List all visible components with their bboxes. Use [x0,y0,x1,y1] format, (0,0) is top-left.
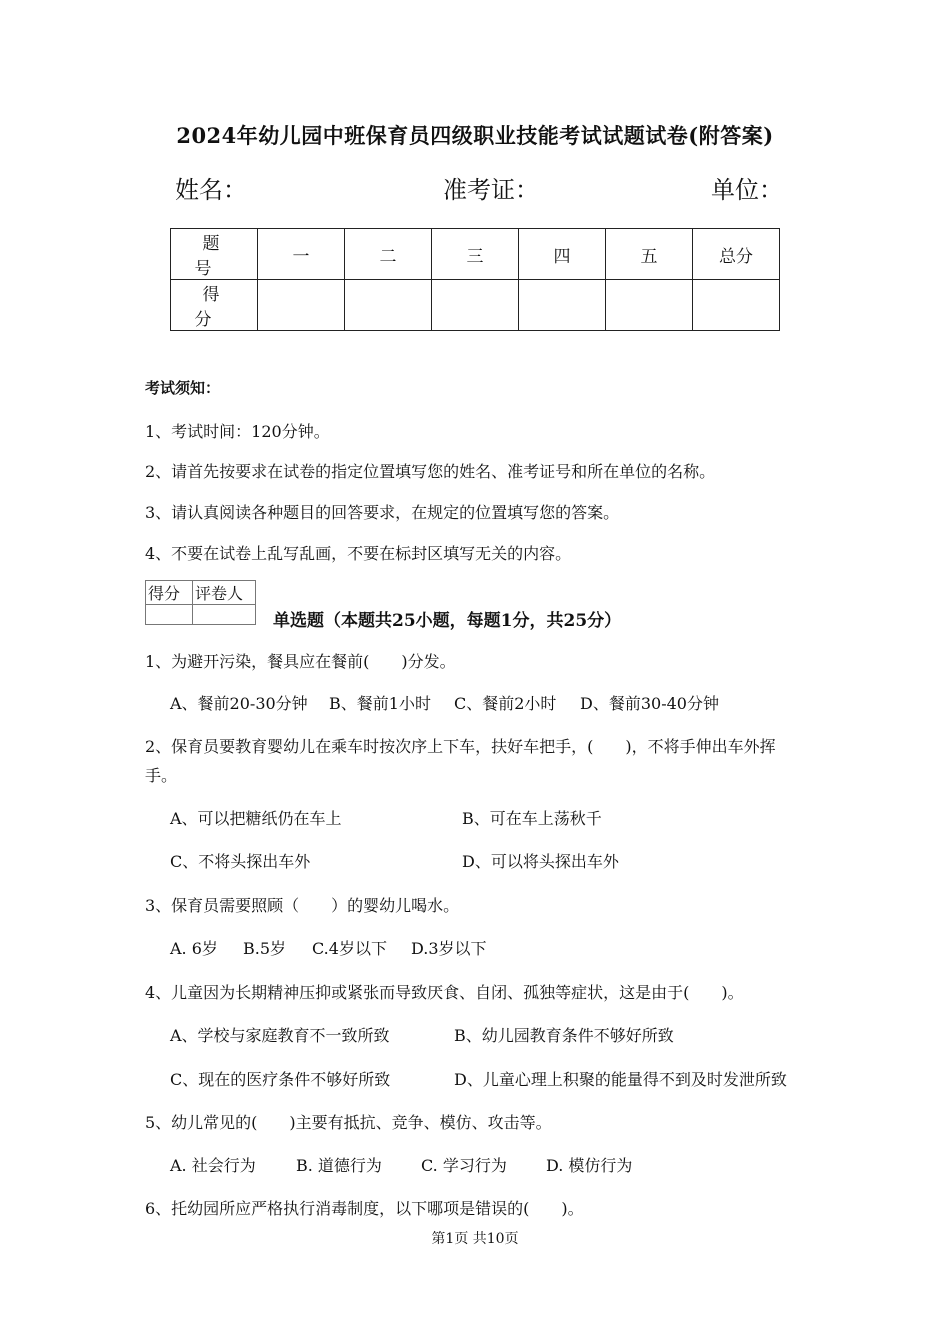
option: C、不将头探出车外 [170,852,311,871]
exam-id-field-label: 准考证： [443,176,539,204]
score-cell [258,280,345,331]
option: A、学校与家庭教育不一致所致 [170,1026,390,1045]
grader-name-cell [193,605,256,625]
section-title: 单选题（本题共25小题，每题1分，共25分） [273,611,622,631]
option: B、餐前1小时 [329,694,431,713]
option: D、餐前30-40分钟 [580,694,719,713]
score-cell [606,280,693,331]
option: A、可以把糖纸仍在车上 [170,809,342,828]
question-stem: 1、为避开污染，餐具应在餐前( )分发。 [145,652,456,671]
section-2-header: 二 [345,229,432,280]
section-3-header: 三 [432,229,519,280]
option: C、现在的医疗条件不够好所致 [170,1070,391,1089]
option: C.4岁以下 [312,939,387,958]
notice-item: 2、请首先按要求在试卷的指定位置填写您的姓名、准考证号和所在单位的名称。 [145,462,716,481]
option: B.5岁 [243,939,287,958]
option: A. 社会行为 [170,1156,256,1175]
option: D、儿童心理上积聚的能量得不到及时发泄所致 [454,1070,787,1089]
notice-item: 4、不要在试卷上乱写乱画，不要在标封区填写无关的内容。 [145,544,572,563]
grader-score-cell [146,605,193,625]
name-field-label: 姓名： [175,176,247,204]
question-number-header: 题 号 [171,229,258,280]
score-table [170,228,780,331]
page-footer: 第1页 共10页 [431,1231,519,1247]
question-stem-continued: 手。 [145,766,178,785]
option: D、可以将头探出车外 [462,852,619,871]
option: A、餐前20-30分钟 [170,694,308,713]
question-stem: 4、儿童因为长期精神压抑或紧张而导致厌食、自闭、孤独等症状，这是由于( )。 [145,983,744,1002]
score-table-header-row [171,229,780,280]
document-title: 2024年幼儿园中班保育员四级职业技能考试试题试卷(附答案) [176,123,774,148]
score-table-score-row [171,280,780,331]
option: A. 6岁 [170,939,218,958]
option: B、可在车上荡秋千 [462,809,602,828]
score-cell [432,280,519,331]
question-stem: 3、保育员需要照顾（ ）的婴幼儿喝水。 [145,896,460,915]
section-4-header: 四 [519,229,606,280]
unit-field-label: 单位： [711,176,783,204]
option: B、幼儿园教育条件不够好所致 [454,1026,674,1045]
section-5-header: 五 [606,229,693,280]
notice-heading: 考试须知： [145,379,221,397]
grader-score-label: 得分 [146,581,193,605]
section-1-header: 一 [258,229,345,280]
score-cell [345,280,432,331]
option: D. 模仿行为 [546,1156,633,1175]
grader-box [145,580,256,625]
option: B. 道德行为 [296,1156,382,1175]
option: C. 学习行为 [421,1156,507,1175]
total-header: 总分 [693,229,780,280]
grader-name-label: 评卷人 [193,581,256,605]
score-cell [693,280,780,331]
question-stem: 6、托幼园所应严格执行消毒制度，以下哪项是错误的( )。 [145,1199,584,1218]
score-row-label: 得 分 [171,280,258,331]
option: D.3岁以下 [411,939,487,958]
option: C、餐前2小时 [454,694,557,713]
notice-item: 3、请认真阅读各种题目的回答要求，在规定的位置填写您的答案。 [145,503,620,522]
score-cell [519,280,606,331]
question-stem: 5、幼儿常见的( )主要有抵抗、竞争、模仿、攻击等。 [145,1113,552,1132]
question-stem: 2、保育员要教育婴幼儿在乘车时按次序上下车，扶好车把手，( )，不将手伸出车外挥 [145,737,776,756]
notice-item: 1、考试时间：120分钟。 [145,422,330,441]
